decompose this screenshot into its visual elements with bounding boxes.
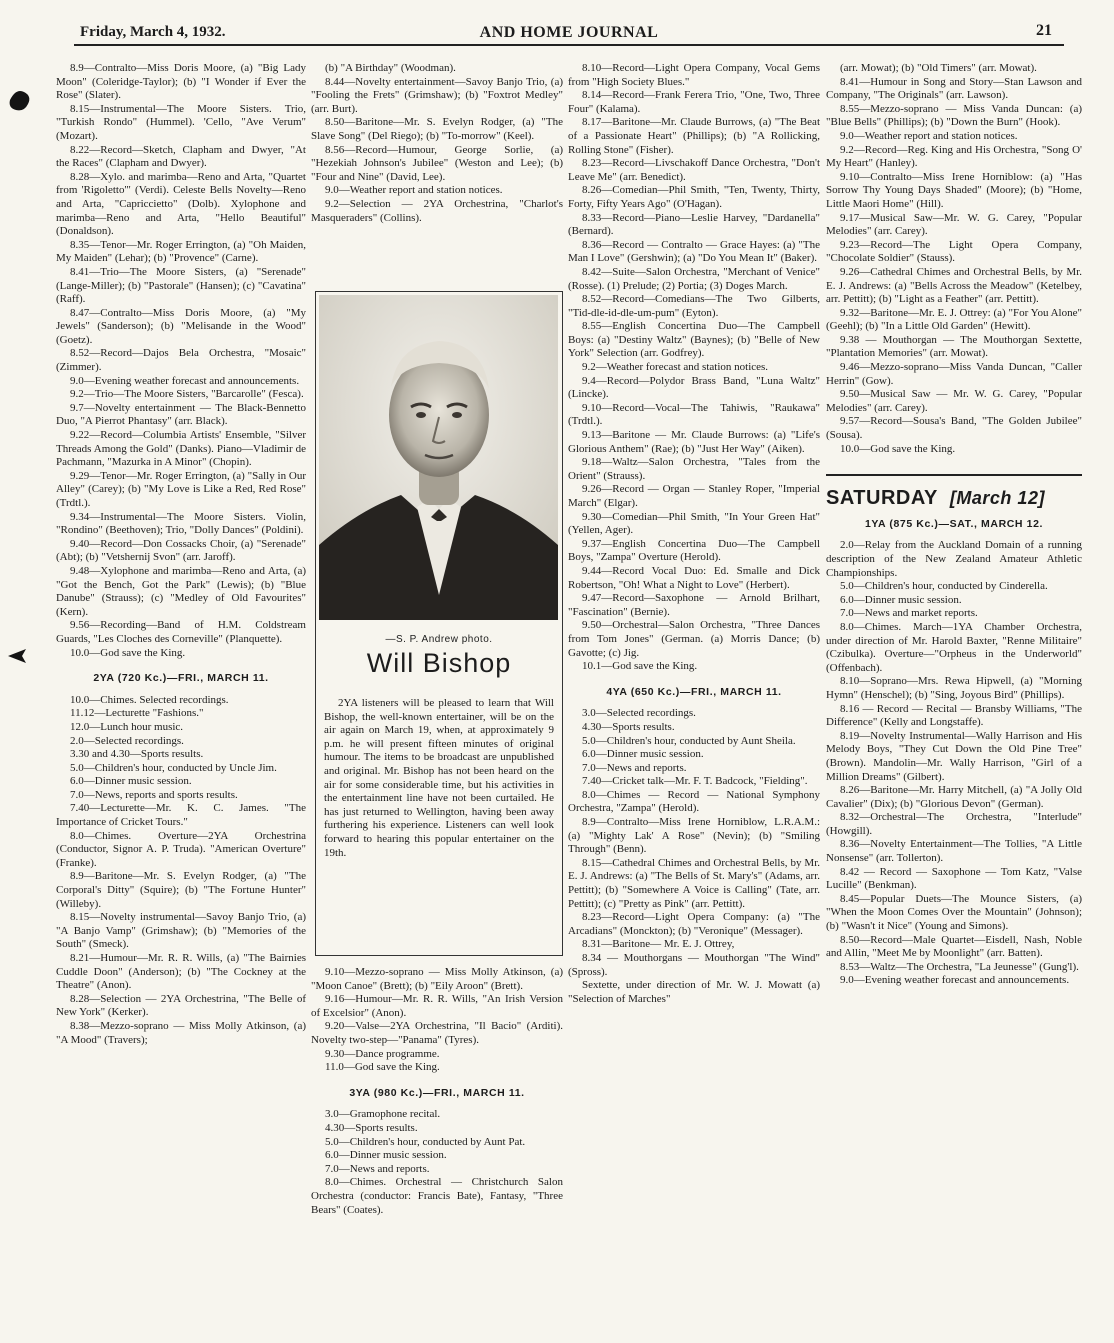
photo-credit: —S. P. Andrew photo. <box>385 634 493 645</box>
column-2 <box>311 62 563 225</box>
program-entry: 4.30—Sports results. <box>325 1121 418 1134</box>
program-entry: 8.55—Mezzo-soprano — Miss Vanda Duncan: (a) "Blue Bells" (Phillips); (b) "Down the Burn" (Hook). <box>826 102 1082 129</box>
section-divider <box>826 474 1082 476</box>
program-entry: 12.0—Lunch hour music. <box>70 720 184 733</box>
program-entry: 8.17—Baritone—Mr. Claude Burrows, (a) "The Beat of a Passionate Heart" (Phillips); (b) "A Rollicking, Rolling Stone" (Fisher). <box>568 116 820 156</box>
program-entry: 8.47—Contralto—Miss Doris Moore, (a) "My Jewels" (Sanderson); (b) "Melisande in the Wood" (Goetz). <box>56 306 306 346</box>
program-entry: 9.0—Weather report and station notices. <box>840 129 1018 142</box>
program-entry: 8.41—Humour in Song and Story—Stan Lawson and Company, "The Originals" (arr. Lawson). <box>826 75 1082 102</box>
program-entry: 8.52—Record—Dajos Bela Orchestra, "Mosaic" (Zimmer). <box>56 347 306 374</box>
day-heading-date: [March 12] <box>949 488 1045 509</box>
program-entry: 7.0—News, reports and sports results. <box>70 788 238 801</box>
program-entry: 6.0—Dinner music session. <box>325 1149 447 1162</box>
program-list-1ya-friday <box>56 62 306 660</box>
program-entry: 8.9—Contralto—Miss Irene Horniblow, L.R.A.M.: (a) "Mighty Lak' A Rose" (Nevin); (b) "Smiling Through" (Benn). <box>568 816 820 856</box>
program-entry: 11.12—Lecturette "Fashions." <box>70 707 204 720</box>
program-entry: 7.0—News and market reports. <box>840 607 978 620</box>
program-entry: 10.1—God save the King. <box>582 660 698 673</box>
section-heading-1ya-saturday: 1YA (875 Kc.)—SAT., MARCH 12. <box>864 517 1044 530</box>
program-entry: Sextette, under direction of Mr. W. J. Mowatt (a) "Selection of Marches" <box>568 979 820 1005</box>
program-entry: 8.44—Novelty entertainment—Savoy Banjo Trio, (a) "Fooling the Frets" (Grimshaw); (b) "Foxtrot Medley" (arr. Burt). <box>311 75 563 115</box>
program-entry: 8.10—Soprano—Mrs. Rewa Hipwell, (a) "Morning Hymn" (Henschel); (b) "Sing, Joyous Bird" (Phillips). <box>826 675 1082 701</box>
program-entry: 9.32—Baritone—Mr. E. J. Ottrey: (a) "For You Alone" (Geehl); (b) "In a Little Old Garden" (Hewitt). <box>826 306 1082 333</box>
program-entry: 8.15—Instrumental—The Moore Sisters. Trio, "Turkish Rondo" (Hummel). 'Cello, "Ave Verum" (Mozart). <box>56 102 306 142</box>
program-entry: 2.0—Relay from the Auckland Domain of a running description of the New Zealand Amateur Athletic Championships. <box>826 539 1082 579</box>
journal-title: AND HOME JOURNAL <box>479 24 659 41</box>
program-entry: 9.13—Baritone — Mr. Claude Burrows: (a) "Life's Glorious Anthem" (Rae); (b) "Just Her Way" (Aiken). <box>568 429 820 455</box>
program-entry: 7.40—Lecturette—Mr. K. C. James. "The Importance of Cricket Tours." <box>56 802 306 829</box>
program-entry: 9.16—Humour—Mr. R. R. Wills, "An Irish Version of Excelsior" (Anon). <box>311 993 563 1019</box>
program-entry: 8.0—Chimes. Orchestral — Christchurch Salon Orchestra (conductor: Francis Bate), Fantasy, "Three Bears" (Coates). <box>311 1176 563 1216</box>
program-entry: 9.2—Selection — 2YA Orchestrina, "Charlot's Masqueraders" (Collins). <box>311 197 563 224</box>
program-entry: 8.0—Chimes. March—1YA Chamber Orchestra, under direction of Mr. Harold Baxter, "Renne Militaire" (Czibulka). Overture—"Orpheus in the Underworld" (Offenbach). <box>826 620 1082 674</box>
program-entry: 5.0—Children's hour, conducted by Cinderella. <box>840 580 1048 593</box>
program-entry: 5.0—Children's hour, conducted by Aunt Sheila. <box>582 734 796 747</box>
program-entry: 9.10—Record—Vocal—The Tahiwis, "Raukawa" (Trdtl.). <box>568 401 820 428</box>
program-list-1ya-saturday <box>826 539 1082 988</box>
program-list-4ya-friday-cont <box>826 62 1082 456</box>
program-entry: 9.4—Record—Polydor Brass Band, "Luna Waltz" (Lincke). <box>568 374 820 401</box>
program-entry: 7.0—News and reports. <box>325 1162 430 1175</box>
program-list-4ya-friday <box>568 707 820 1006</box>
program-entry: 9.22—Record—Columbia Artists' Ensemble, "Silver Threads Among the Gold" (Danks). Piano—Vladimir de Pachmann, "Mazurka in A Minor" (Chopin). <box>56 429 306 469</box>
program-entry: 8.50—Record—Male Quartet—Eisdell, Nash, Noble and Allin, "Meet Me by Moonlight" (arr. Batten). <box>826 933 1082 960</box>
program-entry: 9.38 — Mouthorgan — The Mouthorgan Sextette, "Plantation Memories" (arr. Mowat). <box>826 333 1082 360</box>
program-entry: 9.40—Record—Don Cossacks Choir, (a) "Serenade" (Abt); (b) "Vetshernij Svon" (arr. Jaroff). <box>56 537 306 564</box>
program-entry: 9.20—Valse—2YA Orchestrina, "Il Bacio" (Arditi). Novelty two-step—"Panama" (Tyres). <box>311 1020 563 1046</box>
program-entry: 8.19—Novelty Instrumental—Wally Harrison and His Melody Boys, "They Cut Down the Old Pine Tree" (Brown). Mandolin—Mr. Wally Harrison, "Girl of a Million Dreams" (Gilbert). <box>826 729 1082 783</box>
program-entry: 9.10—Mezzo-soprano — Miss Molly Atkinson, (a) "Moon Canoe" (Brett); (b) "Eily Aroon" (Brett). <box>311 966 563 992</box>
program-entry: 9.44—Record Vocal Duo: Ed. Smalle and Dick Robertson, "Oh! What a Night to Love" (Herbert). <box>568 564 820 591</box>
program-entry: 6.0—Dinner music session. <box>840 593 962 606</box>
program-entry: 10.0—God save the King. <box>840 442 956 455</box>
program-entry: 7.40—Cricket talk—Mr. F. T. Badcock, "Fielding". <box>582 775 808 788</box>
program-entry: 3.30 and 4.30—Sports results. <box>70 748 204 761</box>
program-entry: 9.2—Record—Reg. King and His Orchestra, "Song O' My Heart" (Hanley). <box>826 143 1082 170</box>
portrait-photo <box>319 295 558 620</box>
photo-subject-name: Will Bishop <box>366 648 512 678</box>
program-entry: 8.42 — Record — Saxophone — Tom Katz, "Valse Lucille" (Benkman). <box>826 865 1082 892</box>
program-list-3ya-friday-cont <box>568 62 820 674</box>
program-entry: 9.57—Record—Sousa's Band, "The Golden Jubilee" (Sousa). <box>826 415 1082 442</box>
program-entry: 3.0—Selected recordings. <box>582 707 696 720</box>
program-entry: 9.18—Waltz—Salon Orchestra, "Tales from the Orient" (Strauss). <box>568 456 820 482</box>
program-entry: 8.35—Tenor—Mr. Roger Errington, (a) "Oh Maiden, My Maiden" (Lehar); (b) "Provence" (Carne). <box>56 238 306 265</box>
portrait-image <box>319 295 558 620</box>
program-entry: 8.56—Record—Humour, George Sorlie, (a) "Hezekiah Johnson's Jubilee" (Weston and Lee); (b) "Four and Nine" (David, Lee). <box>311 143 563 183</box>
day-heading-day: SATURDAY <box>826 487 938 510</box>
column-3 <box>568 62 820 1006</box>
program-entry: 8.23—Record—Light Opera Company: (a) "The Arcadians" (Monckton); (b) "Veronique" (Messager). <box>568 911 820 937</box>
program-entry: 3.0—Gramophone recital. <box>325 1108 441 1121</box>
photo-caption-text: 2YA listeners will be pleased to learn that Will Bishop, the well-known entertainer, will be on the air again on March 19, when, at approximately 9 p.m. he will present fifteen minutes of original humour. The items to be broadcast are unpublished and original. Mr. Bishop has not been heard on the air for some considerable time, but his activities in the entertainment line have not been curtailed. He has just returned to Wellington, having been away furthering his experience. Listeners can well look forward to hearing this popular entertainer on the 19th. <box>324 697 554 859</box>
program-entry: 8.14—Record—Frank Ferera Trio, "One, Two, Three Four" (Kalama). <box>568 89 820 115</box>
program-entry: 8.21—Humour—Mr. R. R. Wills, (a) "The Bairnies Cuddle Doon" (Anderson); (b) "The Cockney at the Theatre" (Anon). <box>56 952 306 992</box>
program-entry: 9.30—Dance programme. <box>325 1047 440 1060</box>
program-entry: 9.0—Weather report and station notices. <box>325 184 503 197</box>
program-entry: 8.33—Record—Piano—Leslie Harvey, "Dardanella" (Bernard). <box>568 211 820 238</box>
program-entry: 8.55—English Concertina Duo—The Campbell Boys: (a) "Destiny Waltz" (Baynes); (b) "Belle of New York" Selection (arr. Godfrey). <box>568 320 820 360</box>
program-entry: 9.29—Tenor—Mr. Roger Errington, (a) "Sally in Our Alley" (Carey); (b) "My Love is Like a Red, Red Rose" (Trdtl.). <box>56 469 306 509</box>
program-list-3ya-friday <box>311 1108 563 1217</box>
page-number: 21 <box>1036 22 1052 39</box>
program-entry: 6.0—Dinner music session. <box>582 748 704 761</box>
program-list-2ya-friday-late <box>311 966 563 1075</box>
program-entry: 9.17—Musical Saw—Mr. W. G. Carey, "Popular Melodies" (arr. Carey). <box>826 211 1082 238</box>
program-entry: 8.36—Record — Contralto — Grace Hayes: (a) "The Man I Love" (Gershwin); (a) "Do You Mean It" (Baker). <box>568 238 820 265</box>
program-entry: (arr. Mowat); (b) "Old Timers" (arr. Mowat). <box>840 62 1037 74</box>
photo-feature <box>315 291 563 956</box>
section-heading-2ya-friday: 2YA (720 Kc.)—FRI., MARCH 11. <box>93 672 269 685</box>
program-list-2ya-friday-cont <box>311 62 563 225</box>
ink-blot-mark <box>6 86 34 116</box>
program-entry: 9.23—Record—The Light Opera Company, "Chocolate Soldier" (Stauss). <box>826 238 1082 265</box>
program-entry: 8.42—Suite—Salon Orchestra, "Merchant of Venice" (Rosse). (1) Prelude; (2) Portia; (3) Doges March. <box>568 265 820 292</box>
issue-date: Friday, March 4, 1932. <box>80 24 226 40</box>
program-entry: 8.53—Waltz—The Orchestra, "La Jeunesse" (Gung'l). <box>840 960 1079 973</box>
section-heading-4ya-friday: 4YA (650 Kc.)—FRI., MARCH 11. <box>606 685 782 698</box>
program-entry: 2.0—Selected recordings. <box>70 734 184 747</box>
program-entry: 9.0—Evening weather forecast and announcements. <box>840 974 1070 987</box>
program-entry: 8.31—Baritone— Mr. E. J. Ottrey, <box>582 938 735 951</box>
program-entry: 5.0—Children's hour, conducted by Uncle Jim. <box>70 761 277 774</box>
program-entry: 9.10—Contralto—Miss Irene Horniblow: (a) "Has Sorrow Thy Young Days Shaded" (Moore); (b) "Home, Little Maori Home" (Hill). <box>826 170 1082 210</box>
program-entry: 9.0—Evening weather forecast and announcements. <box>70 374 300 387</box>
column-1 <box>56 62 306 1047</box>
program-entry: 9.50—Orchestral—Salon Orchestra, "Three Dances from Tom Jones" (German. (a) Morris Dance; (b) Gavotte; (c) Jig. <box>568 619 820 659</box>
program-entry: 8.0—Chimes. Overture—2YA Orchestrina (Conductor, Signor A. P. Truda). "American Overture" (Franke). <box>56 829 306 869</box>
program-entry: 8.9—Contralto—Miss Doris Moore, (a) "Big Lady Moon" (Coleridge-Taylor); (b) "I Wonder if Ever the Rose" (Slater). <box>56 62 306 102</box>
program-entry: 9.7—Novelty entertainment — The Black-Bennetto Duo, "A Pierrot Phantasy" (arr. Black). <box>56 401 306 428</box>
program-entry: 9.30—Comedian—Phil Smith, "In Your Green Hat" (Yellen, Ager). <box>568 510 820 537</box>
program-entry: 9.34—Instrumental—The Moore Sisters. Violin, "Rondino" (Beethoven); Trio, "Dolly Dances" (Poldini). <box>56 510 306 537</box>
program-entry: 9.47—Record—Saxophone — Arnold Brilhart, "Fascination" (Bernie). <box>568 592 820 618</box>
program-entry: 7.0—News and reports. <box>582 761 687 774</box>
program-list-2ya-friday <box>56 694 306 1047</box>
program-entry: 6.0—Dinner music session. <box>70 775 192 788</box>
column-4 <box>826 62 1082 988</box>
section-heading-3ya-friday: 3YA (980 Kc.)—FRI., MARCH 11. <box>349 1086 525 1099</box>
program-entry: 8.41—Trio—The Moore Sisters, (a) "Serenade" (Lange-Miller); (b) "Pastorale" (Hansen); (c) "Cavatina" (Raff). <box>56 265 306 306</box>
program-entry: 8.9—Baritone—Mr. S. Evelyn Rodger, (a) "The Corporal's Ditty" (Squire); (b) "The Fortune Hunter" (Willeby). <box>56 870 306 910</box>
program-entry: 8.26—Comedian—Phil Smith, "Ten, Twenty, Thirty, Forty, Fifty Years Ago" (O'Hagan). <box>568 184 820 210</box>
program-entry: 4.30—Sports results. <box>582 720 675 733</box>
program-entry: 9.26—Record — Organ — Stanley Roper, "Imperial March" (Elgar). <box>568 483 820 509</box>
program-entry: 11.0—God save the King. <box>325 1061 440 1074</box>
program-entry: 8.22—Record—Sketch, Clapham and Dwyer, "At the Races" (Clapham and Dwyer). <box>56 143 306 170</box>
program-entry: 9.2—Trio—The Moore Sisters, "Barcarolle" (Fesca). <box>70 388 304 401</box>
program-entry: 8.34 — Mouthorgans — Mouthorgan "The Wind" (Spross). <box>568 952 820 978</box>
program-entry: 8.0—Chimes — Record — National Symphony Orchestra, "Zampa" (Herold). <box>568 788 820 815</box>
program-entry: 10.0—Chimes. Selected recordings. <box>70 693 229 706</box>
program-entry: 9.26—Cathedral Chimes and Orchestral Bells, by Mr. E. J. Andrews: (a) "Bells Across the Meadow" (Ketelbey, arr. Pettitt); (b) "Light as a Feather" (arr. Pettitt). <box>826 265 1082 306</box>
program-entry: 8.32—Orchestral—The Orchestra, "Interlude" (Howgill). <box>826 811 1082 837</box>
program-entry: 8.50—Baritone—Mr. S. Evelyn Rodger, (a) "The Slave Song" (Del Riego); (b) "To-morrow" (Keel). <box>311 116 563 142</box>
program-entry: 9.2—Weather forecast and station notices. <box>582 361 769 374</box>
program-entry: 8.16 — Record — Recital — Bransby Williams, "The Difference" (Kelly and Longstaffe). <box>826 702 1082 729</box>
page-header <box>74 20 1064 46</box>
program-entry: 8.28—Xylo. and marimba—Reno and Arta, "Quartet from 'Rigoletto'" (Verdi). Celeste Bells Novelty—Reno and Arta, "Capriccietto" (Dolb). Xylophone and marimba—Reno and Arta, "Hello Beautiful" (Donaldson). <box>56 170 306 238</box>
program-entry: 9.56—Recording—Band of H.M. Coldstream Guards, "Les Cloches des Corneville" (Planquette). <box>56 619 306 645</box>
column-2-lower <box>311 966 563 1217</box>
program-entry: 5.0—Children's hour, conducted by Aunt Pat. <box>325 1135 526 1148</box>
program-entry: 8.23—Record—Livschakoff Dance Orchestra, "Don't Leave Me" (arr. Benedict). <box>568 157 820 183</box>
program-entry: 9.37—English Concertina Duo—The Campbell Boys, "Zampa" Overture (Herold). <box>568 537 820 564</box>
program-entry: 8.45—Popular Duets—The Mounce Sisters, (a) "When the Moon Comes Over the Mountain" (Johnson); (b) "Wasn't it Nice" (Young and Simons). <box>826 892 1082 933</box>
program-entry: 8.52—Record—Comedians—The Two Gilberts, "Tid-dle-id-dle-um-pum" (Eyton). <box>568 293 820 319</box>
program-entry: 8.38—Mezzo-soprano — Miss Molly Atkinson, (a) "A Mood" (Travers); <box>56 1019 306 1046</box>
program-entry: 8.36—Novelty Entertainment—The Tollies, "A Little Nonsense" (arr. Tollerton). <box>826 838 1082 865</box>
program-entry: 8.28—Selection — 2YA Orchestrina, "The Belle of New York" (Kerker). <box>56 992 306 1019</box>
program-entry: 10.0—God save the King. <box>70 646 186 659</box>
program-entry: (b) "A Birthday" (Woodman). <box>325 62 456 74</box>
program-entry: 8.15—Cathedral Chimes and Orchestral Bells, by Mr. E. J. Andrews: (a) "The Bells of St. Mary's" (Adams, arr. Pettitt); (b) "Somewhere A Voice is Calling" (Tate, arr. Pettitt); (c) "Pretty as Pink" (arr. Pettitt). <box>568 856 820 910</box>
photo-caption <box>324 697 554 860</box>
program-entry: 8.15—Novelty instrumental—Savoy Banjo Trio, (a) "A Banjo Vamp" (Grimshaw); (b) "Memories of the South" (Smeck). <box>56 911 306 951</box>
program-entry: 9.50—Musical Saw — Mr. W. G. Carey, "Popular Melodies" (arr. Carey). <box>826 388 1082 414</box>
day-heading-saturday <box>826 487 1082 510</box>
program-entry: 8.10—Record—Light Opera Company, Vocal Gems from "High Society Blues." <box>568 62 820 88</box>
program-entry: 9.48—Xylophone and marimba—Reno and Arta, (a) "Got the Bench, Got the Park" (Lewis); (b) "Blue Danube" (Strauss); (c) "Medley of Old Favourites" (Kern). <box>56 564 306 618</box>
program-entry: 9.46—Mezzo-soprano—Miss Vanda Duncan, "Caller Herrin" (Gow). <box>826 361 1082 387</box>
ink-arrow-mark <box>6 646 32 666</box>
program-entry: 8.26—Baritone—Mr. Harry Mitchell, (a) "A Jolly Old Cavalier" (Dix); (b) "Glorious Devon" (German). <box>826 784 1082 810</box>
